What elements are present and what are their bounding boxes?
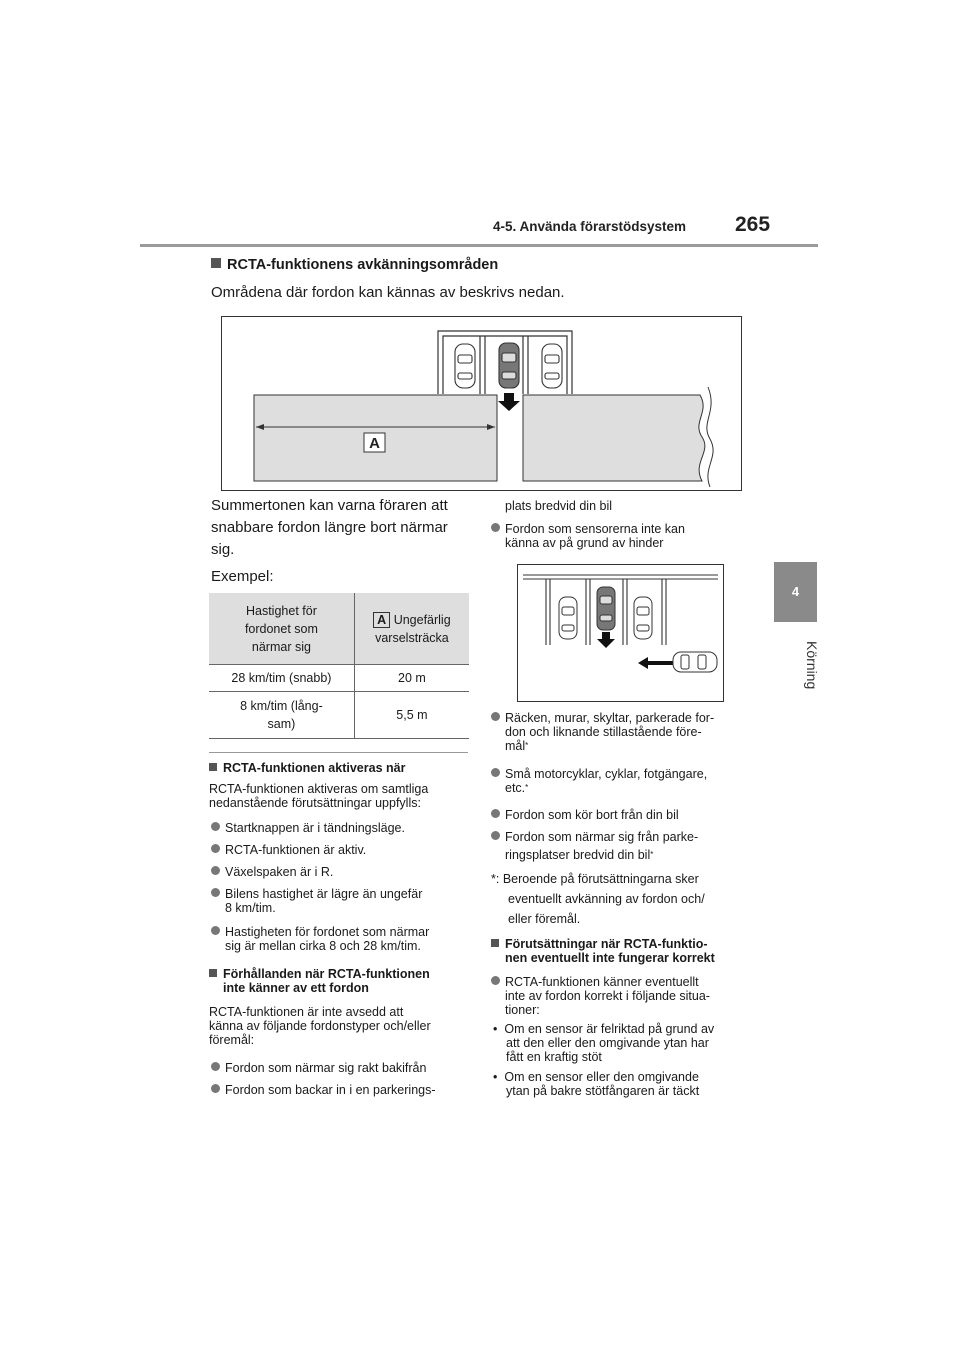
chapter-label: Körning (804, 640, 820, 690)
arrow-down-icon (498, 393, 520, 411)
own-car-icon (499, 343, 519, 388)
bullet-icon (491, 809, 500, 818)
table-header-speed: Hastighet för fordonet som närmar sig (209, 593, 354, 665)
bullet-icon (211, 888, 220, 897)
detection-area-diagram (222, 317, 741, 490)
activation-title: RCTA-funktionen aktiveras när (209, 761, 405, 775)
list-item: Fordon som backar in i en parkerings- (211, 1083, 436, 1097)
list-item: Fordon som sensorerna inte kan känna av på grund av hinder (491, 522, 685, 550)
list-item-continuation: plats bredvid din bil (505, 499, 613, 513)
bullet-icon (491, 831, 500, 840)
conditions-title: Förutsättningar när RCTA-funktio- nen eventuellt inte fungerar korrekt (491, 937, 715, 965)
list-item: Fordon som närmar sig från parke- ringsplatser bredvid din bil* (491, 830, 698, 862)
distance-table (209, 593, 469, 739)
no-detect-title: Förhållanden när RCTA-funktionen inte känner av ett fordon (209, 967, 430, 995)
table-header-distance: A Ungefärlig varselsträcka (354, 593, 469, 665)
list-item: Fordon som kör bort från din bil (491, 808, 679, 822)
list-item: Växelspaken är i R. (211, 865, 333, 879)
section-title: RCTA-funktionens avkänningsområden (211, 257, 498, 273)
bullet-icon (211, 844, 220, 853)
buzzer-text-line1: Summertonen kan varna föraren att (211, 497, 448, 514)
zone-right (523, 395, 705, 481)
badge-a: A (373, 612, 390, 628)
list-item: Startknappen är i tändningsläge. (211, 821, 405, 835)
section-header: 4-5. Använda förarstödsystem (493, 219, 687, 234)
obstacle-diagram (518, 565, 723, 701)
square-bullet-icon (211, 258, 221, 268)
bullet-icon (211, 866, 220, 875)
header-rule (140, 244, 818, 247)
list-item: Bilens hastighet är lägre än ungefär 8 km/tim. (211, 887, 422, 915)
square-bullet-icon (491, 939, 499, 947)
sub-list-item: • Om en sensor eller den omgivande ytan på bakre stötfångaren är täckt (493, 1070, 700, 1098)
own-car-icon (597, 587, 615, 630)
list-item: Fordon som närmar sig rakt bakifrån (211, 1061, 426, 1075)
activation-intro: RCTA-funktionen aktiveras om samtliga nedanstående förutsättningar uppfylls: (209, 782, 429, 810)
list-item: Hastigheten för fordonet som närmar sig är mellan cirka 8 och 28 km/tim. (211, 925, 429, 953)
buzzer-text-line2: snabbare fordon längre bort närmar (211, 519, 448, 536)
detection-area-figure (221, 316, 742, 491)
square-bullet-icon (209, 969, 217, 977)
bullet-icon (491, 523, 500, 532)
buzzer-text-line3: sig. (211, 541, 235, 558)
list-item: Små motorcyklar, cyklar, fotgängare, etc.* (491, 767, 707, 795)
obstacle-figure (517, 564, 724, 702)
sub-list-item: • Om en sensor är felriktad på grund av att den eller den omgivande ytan har fått en kraftig stöt (493, 1022, 715, 1064)
page-number: 265 (735, 213, 771, 236)
example-label: Exempel: (211, 568, 274, 585)
bullet-icon (211, 926, 220, 935)
list-item: RCTA-funktionen känner eventuellt inte av fordon korrekt i följande situa- tioner: (491, 975, 710, 1017)
divider (209, 752, 468, 753)
table-row: 8 km/tim (lång- sam) 5,5 m (209, 692, 469, 739)
bullet-icon (211, 1084, 220, 1093)
bullet-icon (491, 712, 500, 721)
footnote: *: Beroende på förutsättningarna sker eventuellt avkänning av fordon och/ eller föremål. (491, 872, 705, 926)
bullet-icon (491, 768, 500, 777)
no-detect-intro: RCTA-funktionen är inte avsedd att känna av följande fordonstyper och/eller föremål: (209, 1005, 431, 1047)
bullet-icon (211, 822, 220, 831)
section-intro: Områdena där fordon kan kännas av beskrivs nedan. (211, 284, 565, 301)
table-row: 28 km/tim (snabb) 20 m (209, 665, 469, 692)
dimension-a-label: A (369, 435, 380, 452)
arrow-left-icon (638, 657, 678, 669)
arrow-down-icon (597, 632, 615, 648)
chapter-tab[interactable]: 4 (774, 562, 817, 622)
bullet-icon (211, 1062, 220, 1071)
approaching-car-icon (673, 652, 717, 672)
list-item: Räcken, murar, skyltar, parkerade for- don och liknande stillastående före- mål* (491, 711, 714, 753)
list-item: RCTA-funktionen är aktiv. (211, 843, 366, 857)
square-bullet-icon (209, 763, 217, 771)
bullet-icon (491, 976, 500, 985)
